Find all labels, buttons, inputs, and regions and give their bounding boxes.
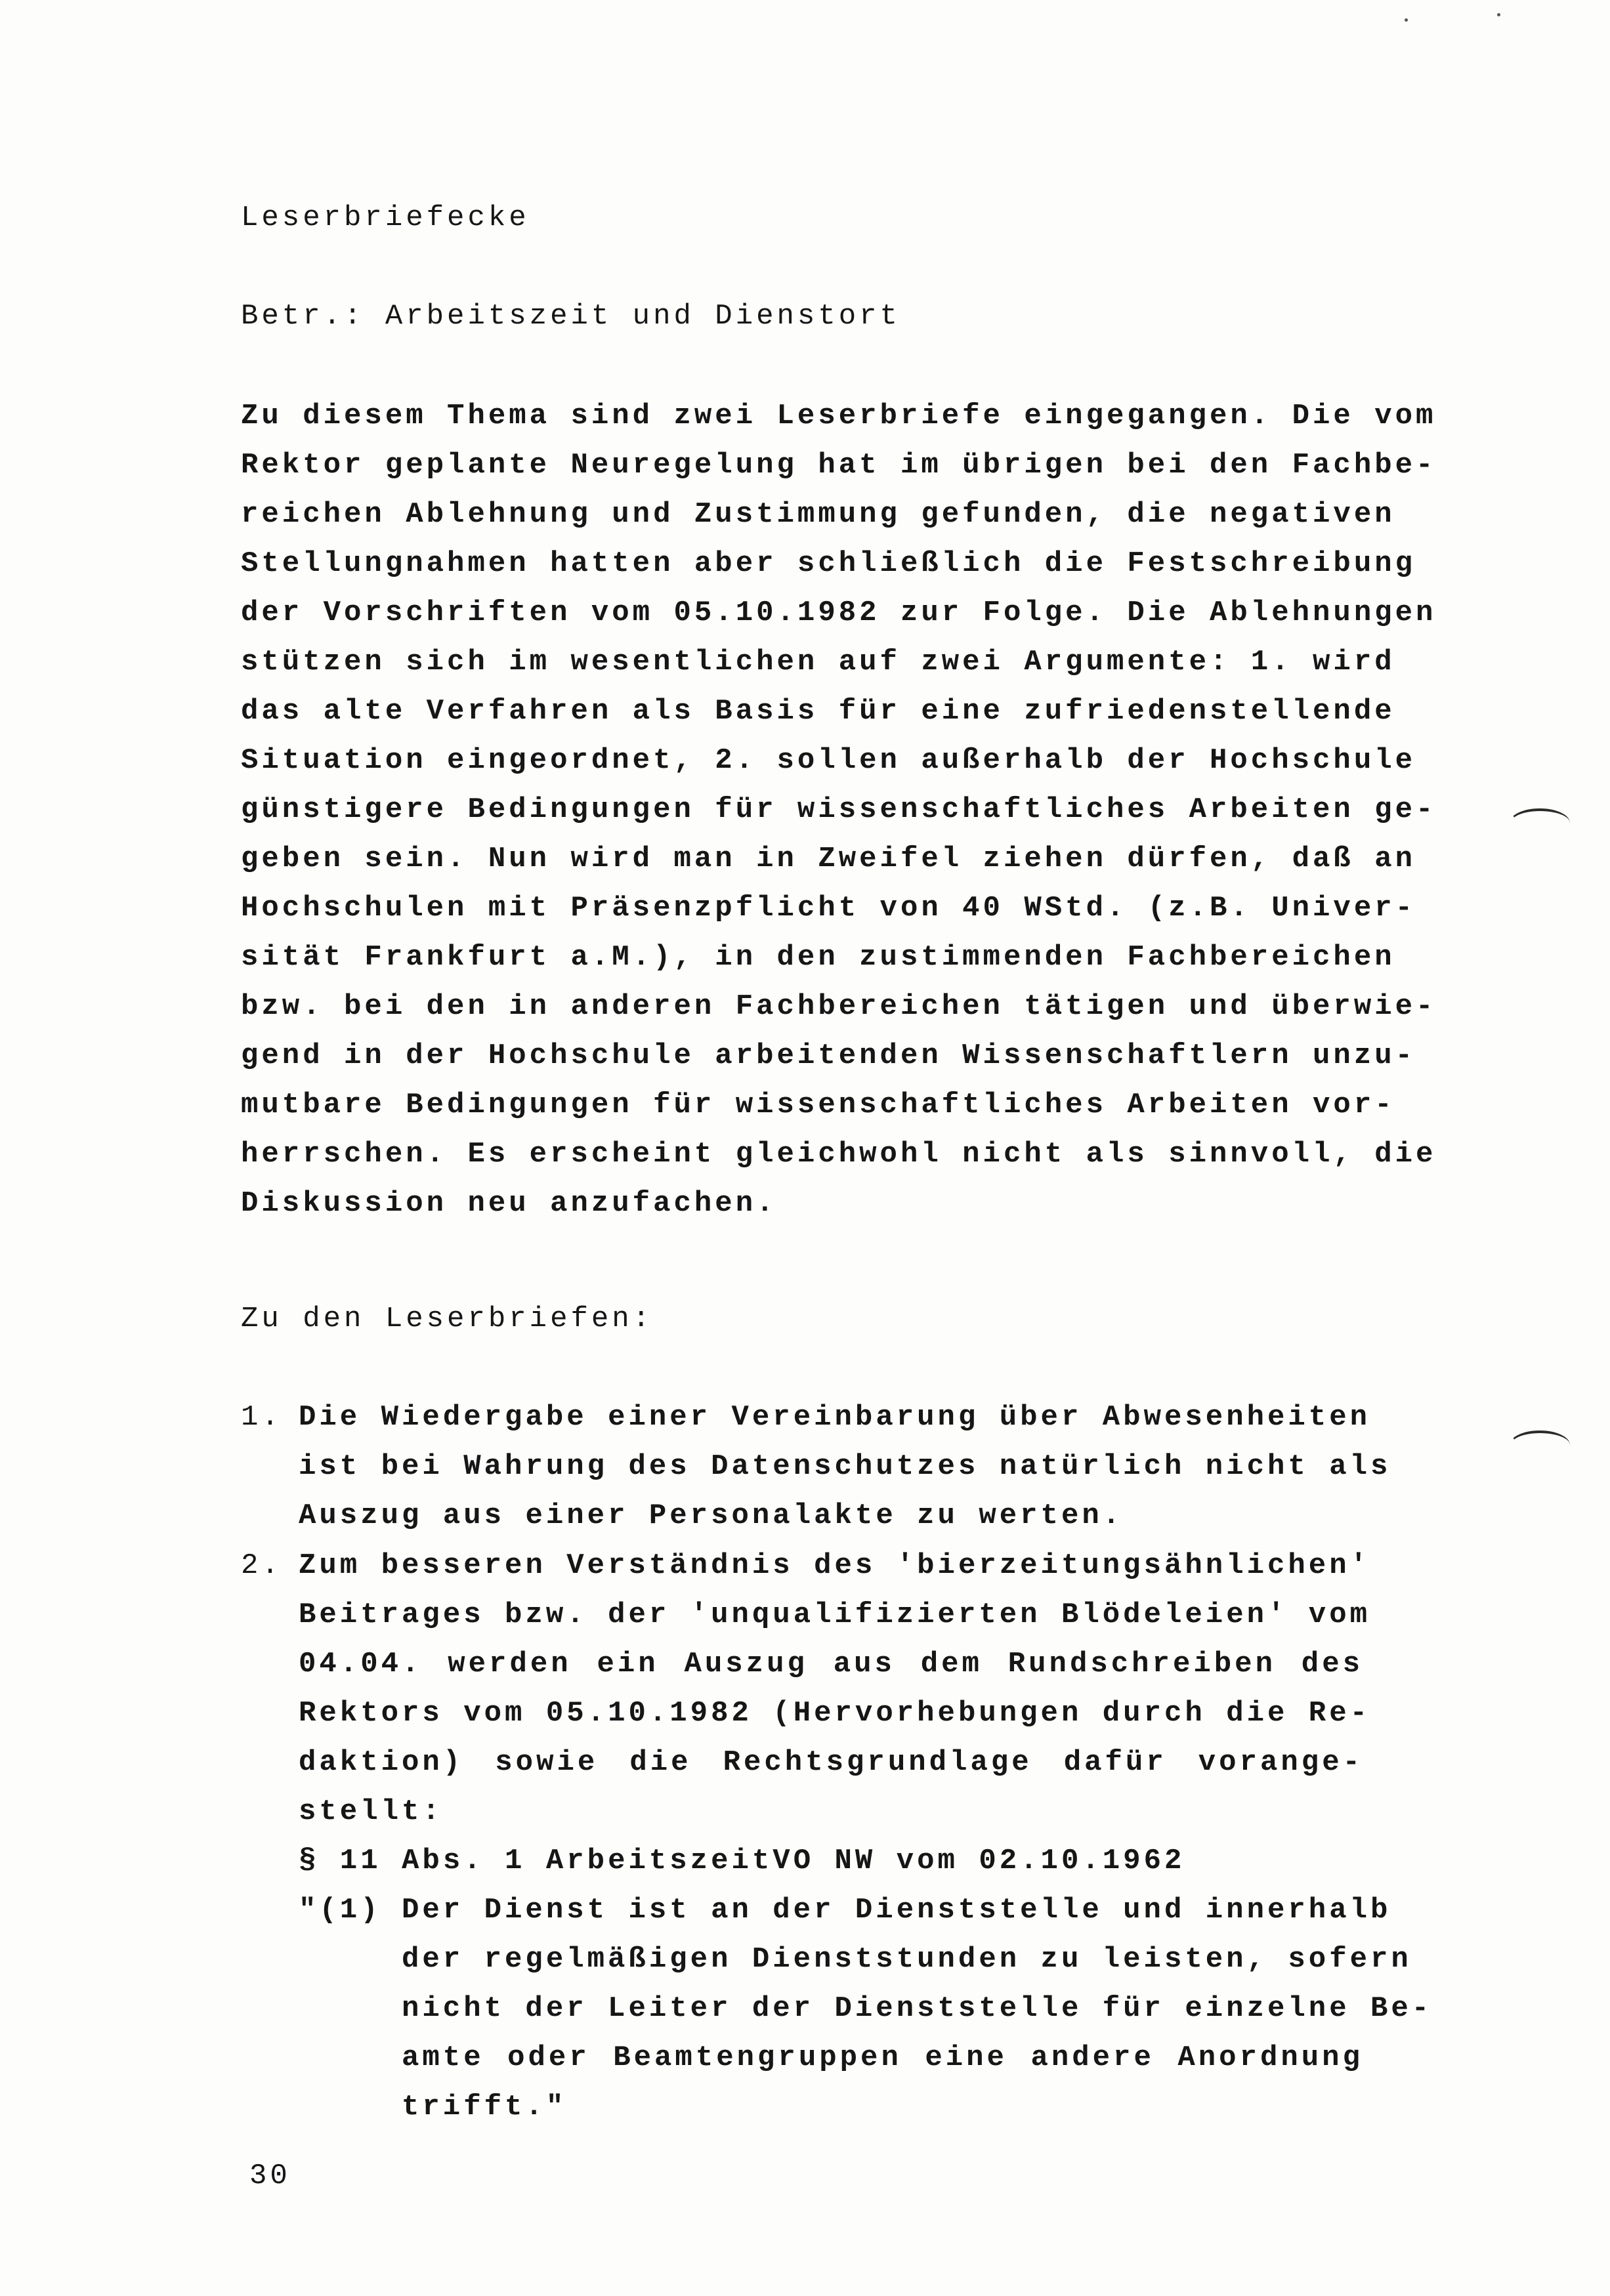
list-item-line: daktion) sowie die Rechtsgrundlage dafür vorange- [299,1746,1363,1779]
quote-line: der regelmäßigen Dienststunden zu leisten, sofern [402,1943,1412,1976]
intro-line: Zu diesem Thema sind zwei Leserbriefe eingegangen. Die vom [241,400,1437,432]
list-item-line: Beitrages bzw. der 'unqualifizierten Blödeleien' vom [299,1598,1371,1631]
intro-line: Stellungnahmen hatten aber schließlich die Festschreibung [241,547,1416,580]
list-item-number: 2. [241,1549,282,1582]
letters-heading: Zu den Leserbriefen: [241,1303,654,1335]
intro-line: geben sein. Nun wird man in Zweifel ziehen dürfen, daß an [241,843,1416,875]
quote-line: trifft." [402,2091,567,2123]
quote-line: Der Dienst ist an der Dienststelle und innerhalb [402,1894,1391,1927]
list-item-line: 04.04. werden ein Auszug aus dem Rundschreiben des [299,1648,1363,1680]
intro-line: stützen sich im wesentlichen auf zwei Argumente: 1. wird [241,646,1395,678]
law-reference: § 11 Abs. 1 ArbeitszeitVO NW vom 02.10.1962 [299,1845,1185,1877]
punch-hole-mark-lower [1510,1430,1570,1459]
quote-line: nicht der Leiter der Dienststelle für einzelne Be- [402,1992,1433,2025]
list-item-line: stellt: [299,1795,443,1828]
page-heading: Leserbriefecke [241,201,530,234]
list-item-line: ist bei Wahrung des Datenschutzes natürlich nicht als [299,1450,1391,1483]
intro-line: Diskussion neu anzufachen. [241,1187,777,1220]
intro-line: Rektor geplante Neuregelung hat im übrigen bei den Fachbe- [241,449,1437,482]
intro-line: reichen Ablehnung und Zustimmung gefunden, die negativen [241,498,1395,531]
list-item-line: Rektors vom 05.10.1982 (Hervorhebungen durch die Re- [299,1697,1371,1730]
intro-line: bzw. bei den in anderen Fachbereichen tätigen und überwie- [241,990,1437,1023]
intro-line: Hochschulen mit Präsenzpflicht von 40 WStd. (z.B. Univer- [241,892,1416,925]
speck-mark [1497,13,1500,16]
quote-prefix: "(1) [299,1894,381,1927]
intro-line: sität Frankfurt a.M.), in den zustimmenden Fachbereichen [241,941,1395,974]
page-number: 30 [249,2160,291,2192]
intro-line: Situation eingeordnet, 2. sollen außerhalb der Hochschule [241,744,1416,777]
speck-mark [1405,18,1408,22]
list-item-line: Die Wiedergabe einer Vereinbarung über Abwesenheiten [299,1401,1371,1434]
quote-line: amte oder Beamtengruppen eine andere Anordnung [402,2041,1363,2074]
intro-line: herrschen. Es erscheint gleichwohl nicht als sinnvoll, die [241,1138,1437,1171]
list-item-line: Auszug aus einer Personalakte zu werten. [299,1499,1124,1532]
list-item-number: 1. [241,1401,282,1434]
intro-line: der Vorschriften vom 05.10.1982 zur Folge. Die Ablehnungen [241,596,1437,629]
intro-line: günstigere Bedingungen für wissenschaftliches Arbeiten ge- [241,793,1437,826]
intro-line: mutbare Bedingungen für wissenschaftliches Arbeiten vor- [241,1089,1395,1121]
intro-line: das alte Verfahren als Basis für eine zufriedenstellende [241,695,1395,728]
intro-line: gend in der Hochschule arbeitenden Wissenschaftlern unzu- [241,1039,1416,1072]
subject-line: Betr.: Arbeitszeit und Dienstort [241,300,900,333]
punch-hole-mark-upper [1510,808,1570,837]
list-item-line: Zum besseren Verständnis des 'bierzeitungsähnlichen' [299,1549,1371,1582]
